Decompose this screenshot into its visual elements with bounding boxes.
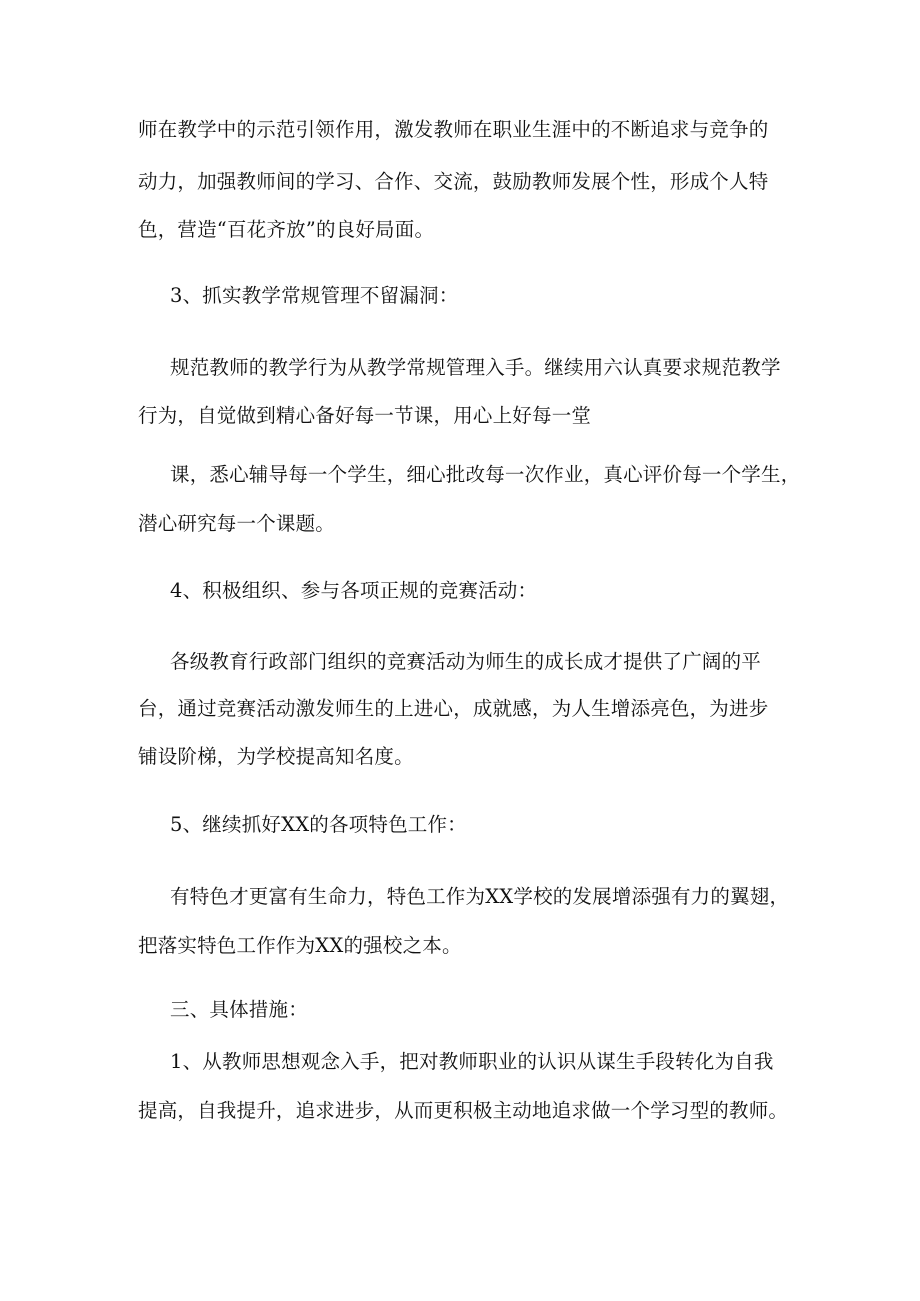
text-line: 把落实特色工作作为XX的强校之本。 [138,934,462,957]
text-line: 规范教师的教学行为从教学常规管理入手。继续用六认真要求规范教学 [170,356,781,379]
text-line: 1、从教师思想观念入手，把对教师职业的认识从谋生手段转化为自我 [170,1050,774,1073]
text-line: 有特色才更富有生命力，特色工作为XX学校的发展增添强有力的翼翅， [170,885,790,908]
text-line: 课，悉心辅导每一个学生，细心批改每一次作业，真心评价每一个学生， [170,463,801,486]
section-heading: 4、积极组织、参与各项正规的竞赛活动： [170,579,538,602]
text-line: 铺设阶梯，为学校提高知名度。 [138,745,414,768]
text-line: 台，通过竞赛活动激发师生的上进心，成就感，为人生增添亮色，为进步 [138,697,769,720]
section-heading: 3、抓实教学常规管理不留漏洞： [170,284,459,307]
section-heading: 5、继续抓好XX的各项特色工作： [170,813,467,836]
text-line: 行为，自觉做到精心备好每一节课，用心上好每一堂 [138,404,592,427]
text-line: 动力，加强教师间的学习、合作、交流，鼓励教师发展个性，形成个人特 [138,170,769,193]
section-heading: 三、具体措施： [170,998,308,1021]
text-line: 师在教学中的示范引领作用，激发教师在职业生涯中的不断追求与竞争的 [138,118,769,141]
text-line: 提高，自我提升，追求进步，从而更积极主动地追求做一个学习型的教师。 [138,1099,789,1122]
text-line: 潜心研究每一个课题。 [138,512,336,535]
text-line: 色，营造“百花齐放”的良好局面。 [138,218,435,241]
text-line: 各级教育行政部门组织的竞赛活动为师生的成长成才提供了广阔的平 [170,650,762,673]
